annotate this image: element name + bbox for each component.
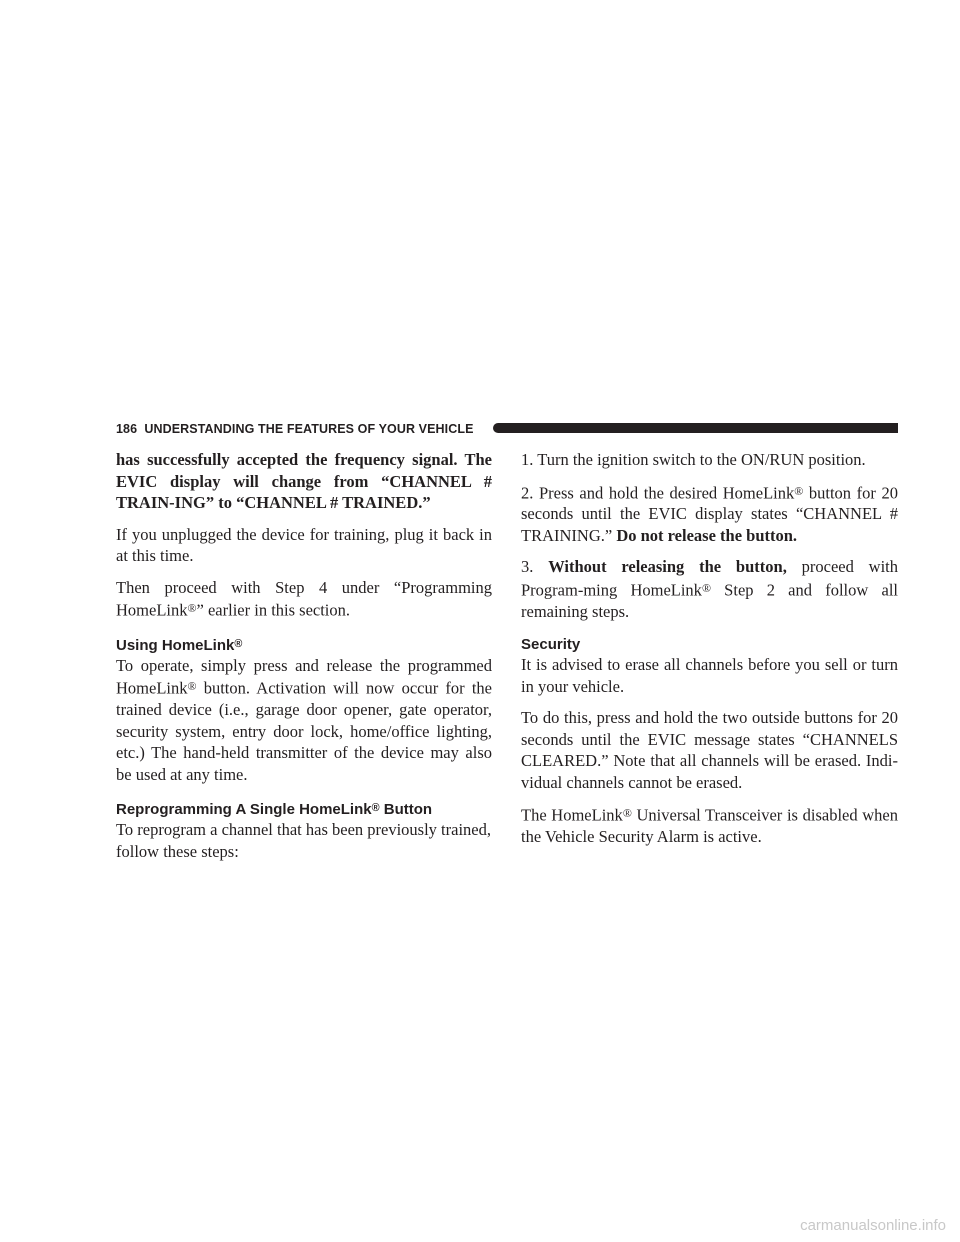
registered-mark: ® bbox=[234, 637, 243, 650]
header-rule bbox=[493, 423, 898, 433]
paragraph-step4: Then proceed with Step 4 under “Programming HomeLink®” earlier in this section. bbox=[116, 577, 492, 620]
paragraph-operate: To operate, simply press and release the programmed HomeLink® button. Activation will now occur for the trained device (i.e., garage door opener, gate operator, security system, entry door lock, home/office lighting, etc.) The hand-held transmitter of the device may also be used at any time. bbox=[116, 655, 492, 784]
paragraph-continuation: has successfully accepted the frequency signal. The EVIC display will change from “CHANNEL # TRAIN-ING” to “CHANNEL # TRAINED.” bbox=[116, 450, 492, 512]
paragraph-erase-steps: To do this, press and hold the two outside buttons for 20 seconds until the EVIC message states “CHANNELS CLEARED.” Note that all channels will be erased. Indi-vidual channels cannot be erased. bbox=[521, 708, 898, 792]
step-1: 1. Turn the ignition switch to the ON/RUN position. bbox=[521, 450, 866, 469]
registered-mark: ® bbox=[701, 580, 711, 595]
registered-mark: ® bbox=[371, 802, 380, 815]
heading-using-homelink: Using HomeLink® bbox=[116, 636, 243, 654]
paragraph-reprogram: To reprogram a channel that has been previously trained, follow these steps: bbox=[116, 820, 491, 861]
right-column bbox=[521, 449, 898, 857]
left-column bbox=[116, 449, 492, 872]
paragraph-erase-advice: It is advised to erase all channels before you sell or turn in your vehicle. bbox=[521, 655, 898, 696]
header-text bbox=[116, 418, 474, 440]
page-number: 186 bbox=[116, 422, 138, 436]
paragraph-disabled: The HomeLink® Universal Transceiver is disabled when the Vehicle Security Alarm is active. bbox=[521, 805, 899, 846]
step-3: 3. Without releasing the button, proceed with Program-ming HomeLink® Step 2 and follow all remaining steps. bbox=[521, 557, 898, 621]
registered-mark: ® bbox=[187, 601, 197, 615]
registered-mark: ® bbox=[187, 679, 197, 694]
paragraph-unplugged: If you unplugged the device for training, plug it back in at this time. bbox=[116, 524, 492, 565]
heading-reprogramming: Reprogramming A Single HomeLink® Button bbox=[116, 801, 433, 819]
heading-security: Security bbox=[521, 636, 581, 654]
step-2: 2. Press and hold the desired HomeLink® button for 20 seconds until the EVIC display states “CHANNEL # TRAINING.” Do not release the button. bbox=[521, 482, 898, 545]
watermark: carmanualsonline.info bbox=[800, 1217, 946, 1234]
page-header bbox=[116, 418, 898, 440]
registered-mark: ® bbox=[622, 806, 632, 821]
section-title: UNDERSTANDING THE FEATURES OF YOUR VEHICLE bbox=[144, 422, 474, 436]
registered-mark: ® bbox=[794, 483, 804, 498]
